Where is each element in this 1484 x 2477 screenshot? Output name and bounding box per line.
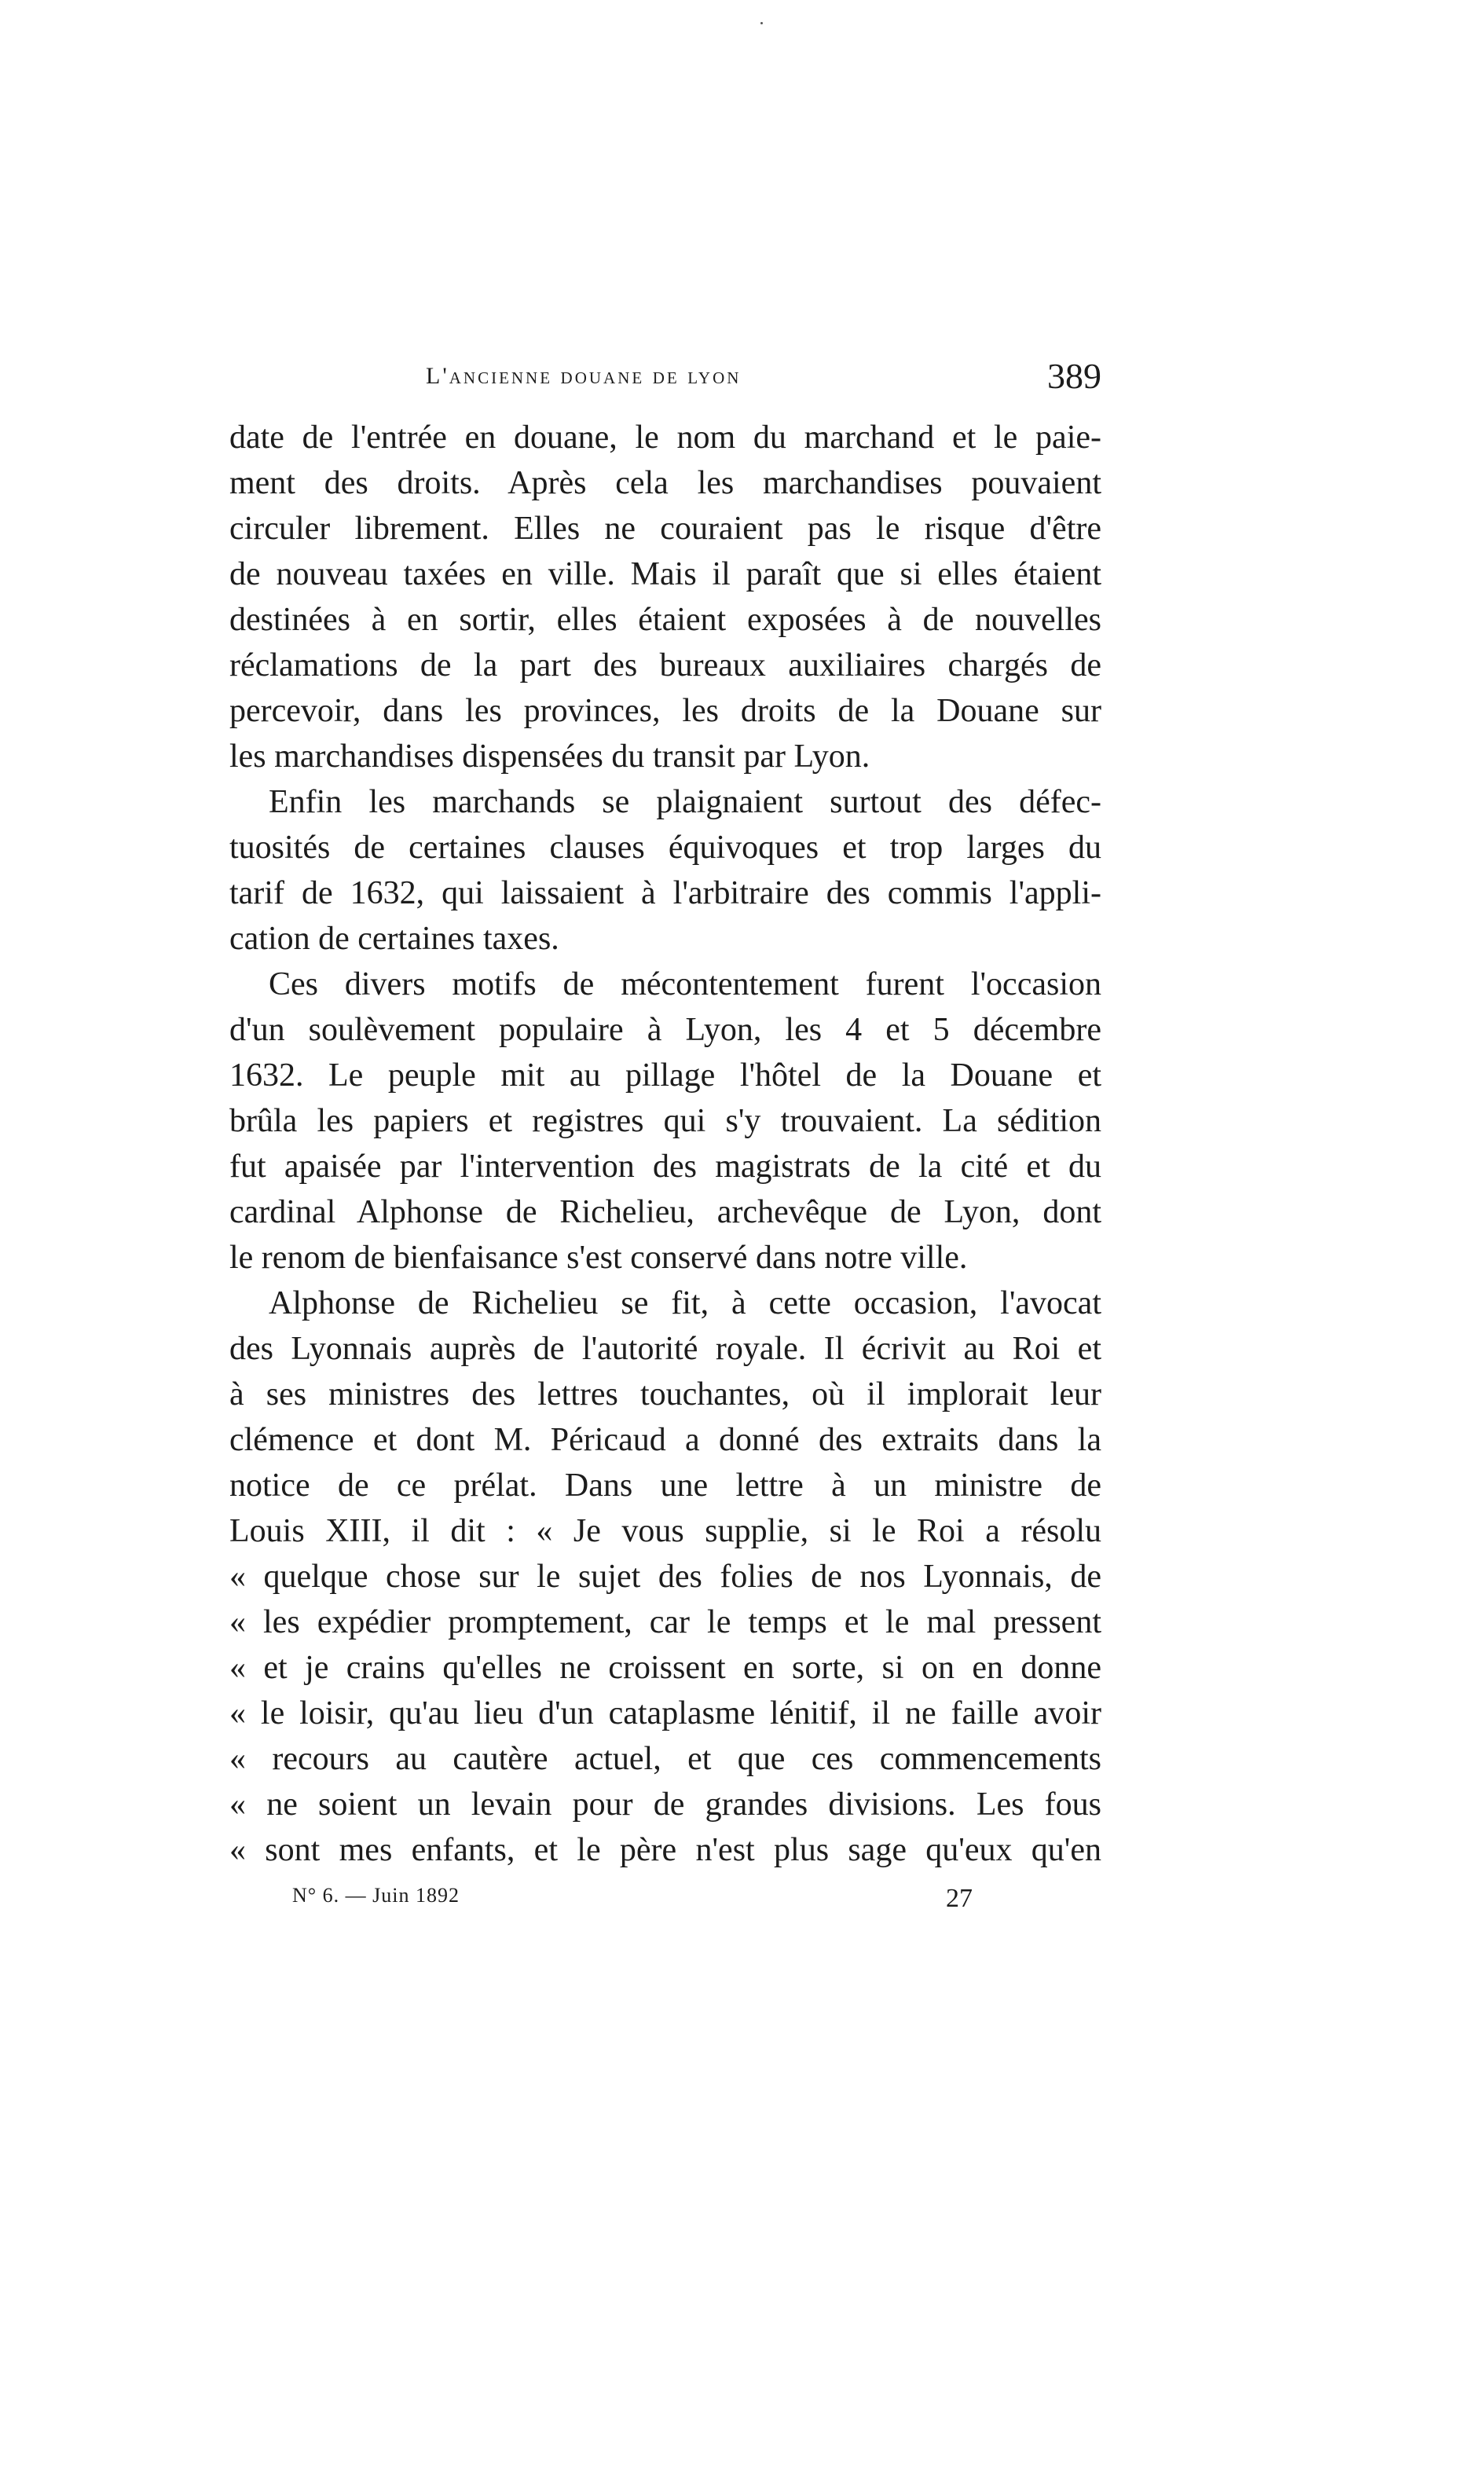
text-line: « recours au cautère actuel, et que ces commencements xyxy=(229,1741,1101,1777)
issue-signature: N° 6. — Juin 1892 xyxy=(292,1884,460,1907)
text-line: le renom de bienfaisance s'est conservé dans notre ville. xyxy=(229,1240,968,1276)
text-line: date de l'entrée en douane, le nom du marchand et le paie- xyxy=(229,420,1101,456)
text-line: tuosités de certaines clauses équivoques et trop larges du xyxy=(229,830,1101,866)
text-line: percevoir, dans les provinces, les droits de la Douane sur xyxy=(229,693,1101,729)
text-line: Enfin les marchands se plaignaient surtout des défec- xyxy=(269,784,1101,820)
text-line: des Lyonnais auprès de l'autorité royale. Il écrivit au Roi et xyxy=(229,1331,1101,1367)
text-line: 1632. Le peuple mit au pillage l'hôtel de la Douane et xyxy=(229,1057,1101,1094)
page-number: 389 xyxy=(1047,356,1101,396)
text-line: notice de ce prélat. Dans une lettre à un ministre de xyxy=(229,1468,1101,1504)
text-line: Louis XIII, il dit : « Je vous supplie, si le Roi a résolu xyxy=(229,1513,1101,1549)
page-footer xyxy=(229,1884,1101,1918)
text-line: « le loisir, qu'au lieu d'un cataplasme lénitif, il ne faille avoir xyxy=(229,1695,1101,1731)
paragraph xyxy=(229,779,1101,962)
text-line: ment des droits. Après cela les marchandises pouvaient xyxy=(229,465,1101,501)
text-line: « ne soient un levain pour de grandes divisions. Les fous xyxy=(229,1786,1101,1823)
text-line: fut apaisée par l'intervention des magistrats de la cité et du xyxy=(229,1149,1101,1185)
text-line: les marchandises dispensées du transit par Lyon. xyxy=(229,738,870,775)
text-line: destinées à en sortir, elles étaient exposées à de nouvelles xyxy=(229,602,1101,638)
paragraph xyxy=(229,1281,1101,1873)
body-text xyxy=(229,415,1101,1873)
text-line: cardinal Alphonse de Richelieu, archevêque de Lyon, dont xyxy=(229,1194,1101,1230)
paragraph xyxy=(229,415,1101,779)
text-line: Ces divers motifs de mécontentement furent l'occasion xyxy=(269,966,1101,1002)
text-line: « les expédier promptement, car le temps et le mal pressent xyxy=(229,1604,1101,1640)
text-line: de nouveau taxées en ville. Mais il paraît que si elles étaient xyxy=(229,556,1101,592)
text-line: tarif de 1632, qui laissaient à l'arbitraire des commis l'appli- xyxy=(229,875,1101,911)
running-head xyxy=(229,355,1101,407)
text-line: circuler librement. Elles ne couraient pas le risque d'être xyxy=(229,511,1101,547)
text-line: clémence et dont M. Péricaud a donné des extraits dans la xyxy=(229,1422,1101,1458)
text-line: d'un soulèvement populaire à Lyon, les 4 et 5 décembre xyxy=(229,1012,1101,1048)
text-line: à ses ministres des lettres touchantes, où il implorait leur xyxy=(229,1376,1101,1413)
paper-speck xyxy=(760,22,763,24)
text-line: « quelque chose sur le sujet des folies de nos Lyonnais, de xyxy=(229,1559,1101,1595)
signature-mark: 27 xyxy=(946,1884,973,1913)
text-line: Alphonse de Richelieu se fit, à cette occasion, l'avocat xyxy=(269,1285,1101,1321)
text-line: brûla les papiers et registres qui s'y trouvaient. La sédition xyxy=(229,1103,1101,1139)
text-line: « et je crains qu'elles ne croissent en sorte, si on en donne xyxy=(229,1650,1101,1686)
text-line: réclamations de la part des bureaux auxiliaires chargés de xyxy=(229,647,1101,683)
text-line: cation de certaines taxes. xyxy=(229,921,559,957)
paragraph xyxy=(229,962,1101,1281)
text-line: « sont mes enfants, et le père n'est plus sage qu'eux qu'en xyxy=(229,1832,1101,1868)
running-title: L'ancienne douane de lyon xyxy=(426,363,742,389)
